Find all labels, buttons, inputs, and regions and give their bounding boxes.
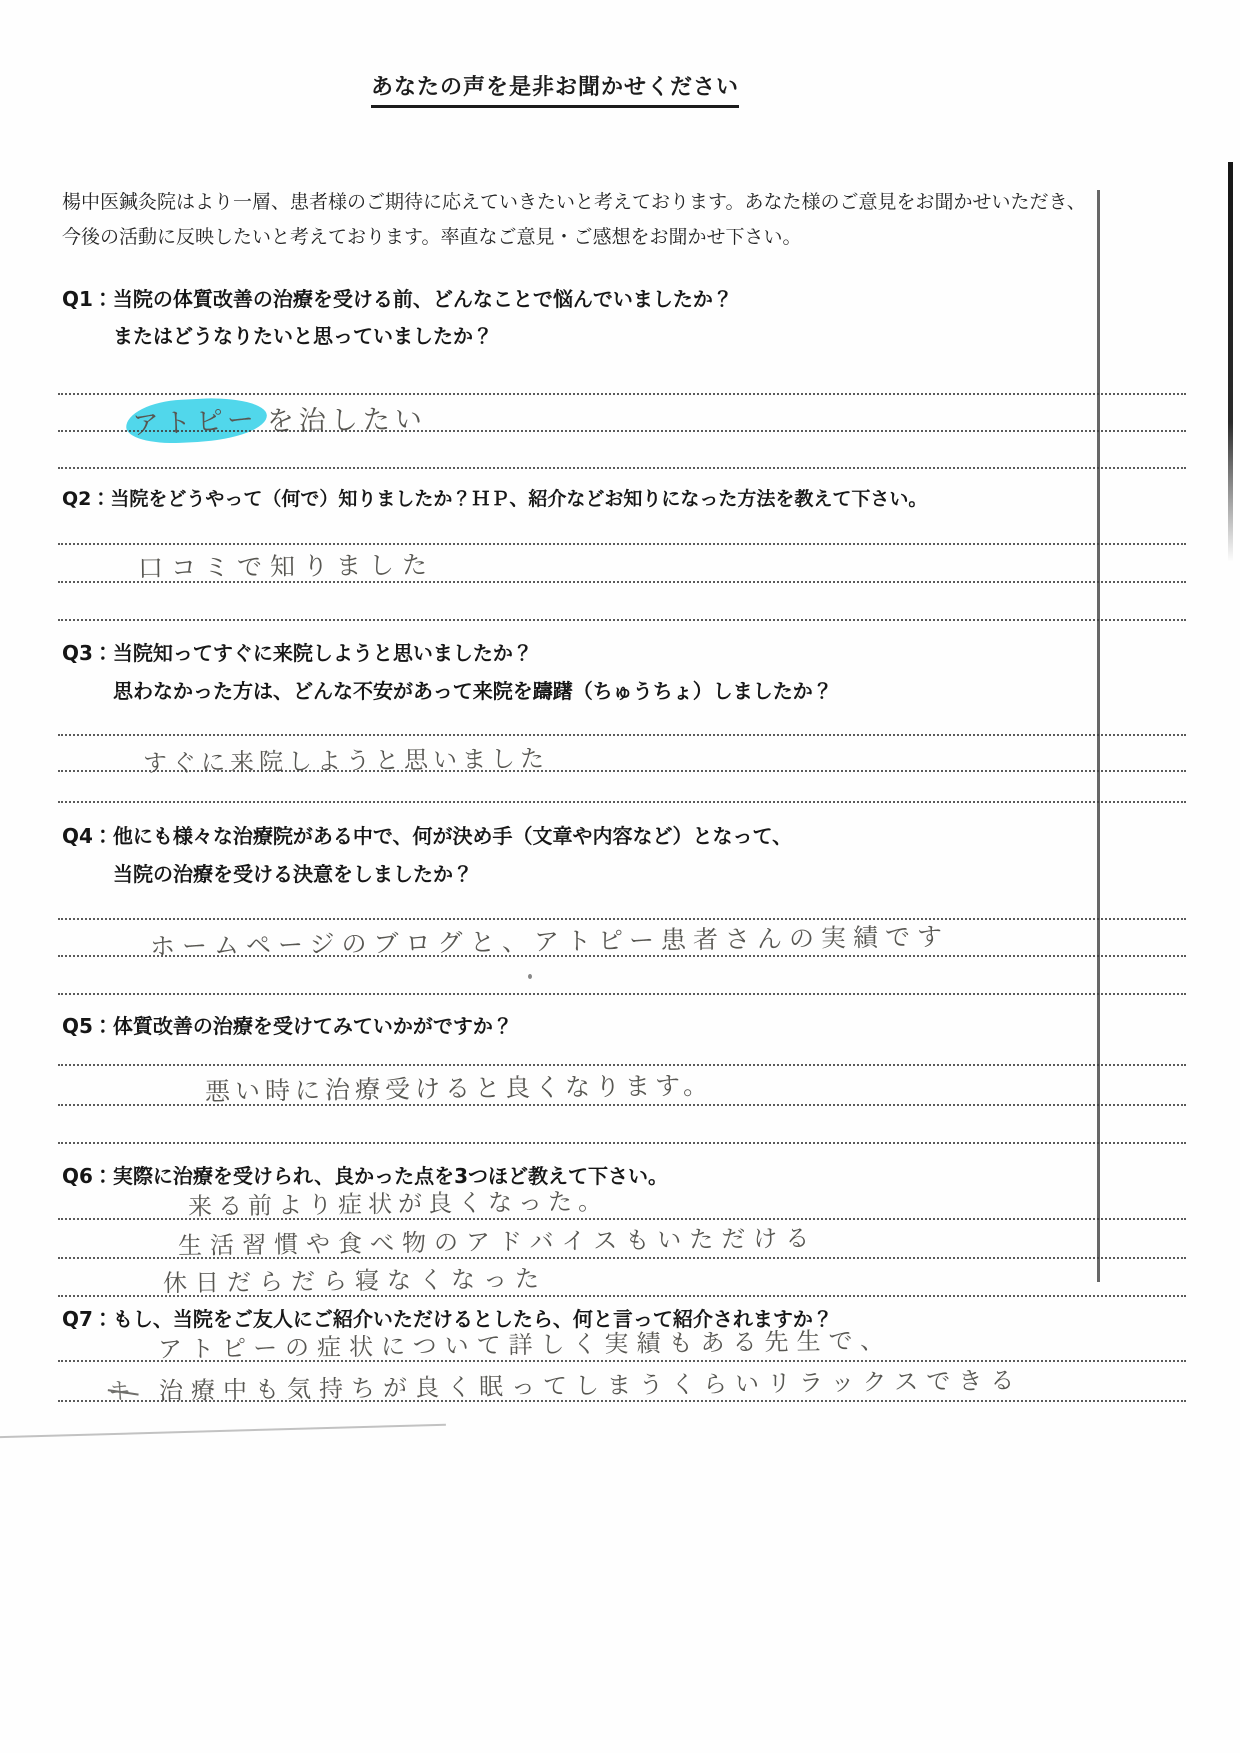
handwritten-answer-q3: すぐに来院しようと思いました (142, 744, 550, 778)
question-7-line-1: Q7：もし、当院をご友人にご紹介いただけるとしたら、何と言って紹介されますか？ (62, 1307, 833, 1331)
dotted-answer-line (58, 1257, 1186, 1259)
dotted-answer-line (58, 543, 1186, 545)
dotted-answer-line (58, 993, 1186, 995)
handwritten-answer-q7-1: アトピーの症状について詳しく実績もある先生で、 (157, 1326, 893, 1364)
question-1-line-2: またはどうなりたいと思っていましたか？ (113, 324, 493, 348)
dotted-answer-line (58, 770, 1186, 772)
right-edge-scan-artifact (1228, 162, 1233, 562)
handwritten-answer-q2: 口コミで知りました (137, 550, 436, 583)
dotted-answer-line (58, 467, 1186, 469)
question-6-line-1: Q6：実際に治療を受けられ、良かった点を3つほど教えて下さい。 (62, 1164, 669, 1188)
page-title-text: あなたの声を是非お聞かせください (371, 75, 739, 108)
dotted-answer-line (58, 918, 1186, 920)
dotted-answer-line (58, 1295, 1186, 1297)
dotted-answer-line (58, 801, 1186, 803)
dotted-answer-line (58, 430, 1186, 432)
question-1-line-1: Q1：当院の体質改善の治療を受ける前、どんなことで悩んでいましたか？ (62, 287, 733, 311)
question-5-line-1: Q5：体質改善の治療を受けてみていかがですか？ (62, 1014, 513, 1038)
handwritten-answer-q1 (126, 396, 427, 443)
handwritten-answer-q6-2: 生活習慣や食べ物のアドバイスもいただける (177, 1224, 818, 1260)
dotted-answer-line (58, 1104, 1186, 1106)
page-title (0, 70, 1110, 101)
highlight-mark: アトピー (125, 395, 268, 445)
dotted-answer-line (58, 955, 1186, 957)
question-4-line-1: Q4：他にも様々な治療院がある中で、何が決め手（文章や内容など）となって、 (62, 824, 793, 848)
dotted-answer-line (58, 734, 1186, 736)
dotted-answer-line (58, 393, 1186, 395)
intro-line-1: 楊中医鍼灸院はより一層、患者様のご期待に応えていきたいと考えております。あなた様のご意見をお聞かせいただき、 (62, 191, 1086, 213)
dotted-answer-line (58, 1064, 1186, 1066)
handwritten-answer-q5: 悪い時に治療受けると良くなります。 (204, 1070, 714, 1107)
question-3-line-1: Q3：当院知ってすぐに来院しようと思いましたか？ (62, 641, 533, 665)
question-4-line-2: 当院の治療を受ける決意をしましたか？ (113, 862, 473, 886)
vertical-scan-artifact (1097, 190, 1100, 1282)
handwritten-answer-q4: ホームページのブログと、アトピー患者さんの実績です (149, 922, 950, 961)
scan-speck (528, 974, 532, 979)
handwritten-answer-q6-3: 休日だらだら寝なくなった (162, 1264, 548, 1298)
question-2-line-1: Q2：当院をどうやって（何で）知りましたか？ＨＰ、紹介などお知りになった方法を教えて下さい。 (62, 488, 928, 510)
intro-line-2: 今後の活動に反映したいと考えております。率直なご意見・ご感想をお聞かせ下さい。 (62, 226, 802, 248)
dotted-answer-line (58, 1142, 1186, 1144)
paper-fold-artifact (0, 1424, 446, 1439)
handwritten-answer-q6-1: 来る前より症状が良くなった。 (187, 1187, 609, 1221)
dotted-answer-line (58, 1400, 1186, 1402)
crossed-out-scribble: キ (105, 1377, 141, 1408)
dotted-answer-line (58, 619, 1186, 621)
question-3-line-2: 思わなかった方は、どんな不安があって来院を躊躇（ちゅうちょ）しましたか？ (113, 679, 833, 703)
handwritten-answer-q7-2-text: 治療中も気持ちが良く眠ってしまうくらいリラックスできる (158, 1366, 1023, 1405)
dotted-answer-line (58, 581, 1186, 583)
handwritten-answer-q1-rest: を治したい (266, 404, 428, 438)
